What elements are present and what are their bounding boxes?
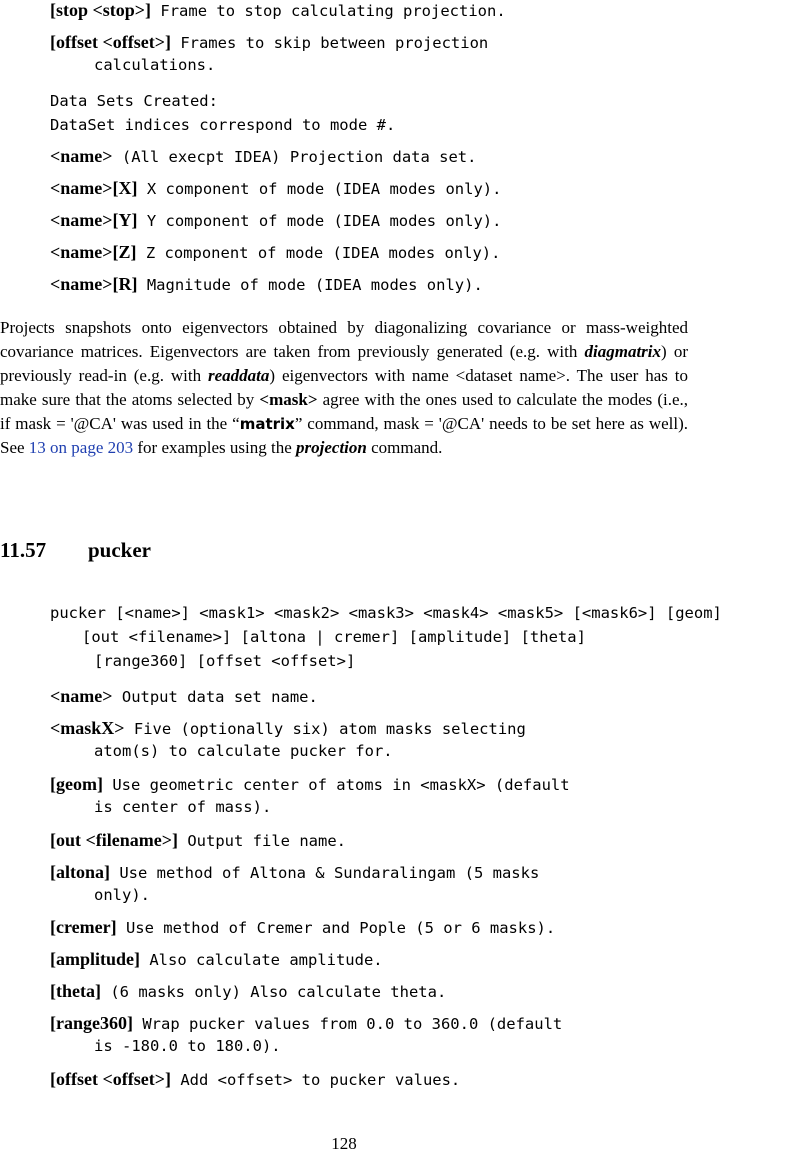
option-desc: (6 masks only) Also calculate theta.	[110, 983, 447, 1001]
dataset-term: <name>[X]	[50, 178, 138, 198]
option-desc: Add <offset> to pucker values.	[180, 1071, 461, 1089]
page-number: 128	[331, 1134, 357, 1153]
option-desc-cont: only).	[94, 886, 150, 904]
option-geom	[50, 774, 570, 795]
option-term: [amplitude]	[50, 949, 140, 969]
option-desc-cont: is -180.0 to 180.0).	[94, 1037, 281, 1055]
mask-term: <mask>	[259, 390, 318, 409]
option-term: [offset <offset>]	[50, 32, 171, 52]
option-term: [theta]	[50, 981, 101, 1001]
matrix-term: matrix	[239, 415, 295, 433]
option-term: <name>	[50, 686, 113, 706]
text: ) eigenvectors with name <dataset name>. The user has to make sure that the atoms selected by	[0, 366, 688, 409]
usage-line: [range360] [offset <offset>]	[94, 652, 356, 670]
option-cremer	[50, 917, 555, 938]
command-name[interactable]: diagmatrix	[584, 342, 662, 361]
option-term: [altona]	[50, 862, 110, 882]
dataset-item	[50, 242, 500, 263]
option-term: [stop <stop>]	[50, 0, 152, 20]
section-number: 11.57	[0, 538, 47, 562]
text: Projects snapshots onto eigenvectors obtained by diagonalizing covariance or mass-weighted covariance matrices. Eigenvectors are taken from previously generated (e.g. with	[0, 318, 688, 361]
option-desc: Frame to stop calculating projection.	[160, 2, 506, 20]
text: agree with the ones used to calculate the modes (i.e., if mask = '@CA' was used in the “	[0, 390, 688, 433]
option-desc: Use method of Altona & Sundaralingam (5 masks	[119, 864, 540, 882]
option-theta	[50, 981, 446, 1002]
option-term: [geom]	[50, 774, 103, 794]
datasets-header: Data Sets Created:	[50, 92, 218, 110]
text: ) or previously read-in (e.g. with	[0, 342, 688, 385]
option-desc-cont: is center of mass).	[94, 798, 272, 816]
option-offset	[50, 32, 488, 53]
text: ” command, mask = '@CA' needs to be set here as well). See	[0, 414, 689, 457]
option-desc: Frames to skip between projection	[180, 34, 489, 52]
option-desc: Output data set name.	[121, 688, 318, 706]
option-amplitude	[50, 949, 383, 970]
option-altona	[50, 862, 539, 883]
option-term: [cremer]	[50, 917, 117, 937]
projection-description	[0, 316, 688, 460]
option-name	[50, 686, 318, 707]
command-name[interactable]: projection	[296, 438, 367, 457]
option-maskx	[50, 718, 526, 739]
option-desc-cont: calculations.	[94, 56, 216, 74]
option-term: <maskX>	[50, 718, 125, 738]
option-offset	[50, 1069, 460, 1090]
dataset-desc: Magnitude of mode (IDEA modes only).	[146, 276, 483, 294]
dataset-item	[50, 178, 501, 199]
option-stop	[50, 0, 506, 21]
section-heading	[0, 538, 151, 563]
option-desc: Wrap pucker values from 0.0 to 360.0 (default	[142, 1015, 563, 1033]
dataset-term: <name>[R]	[50, 274, 138, 294]
dataset-term: <name>	[50, 146, 113, 166]
option-desc: Also calculate amplitude.	[149, 951, 383, 969]
command-name[interactable]: readdata	[208, 366, 270, 385]
dataset-item	[50, 210, 501, 231]
option-term: [range360]	[50, 1013, 133, 1033]
dataset-item	[50, 146, 476, 167]
option-desc-cont: atom(s) to calculate pucker for.	[94, 742, 393, 760]
option-term: [out <filename>]	[50, 830, 178, 850]
option-range360	[50, 1013, 562, 1034]
option-desc: Five (optionally six) atom masks selecting	[133, 720, 526, 738]
usage-line: [out <filename>] [altona | cremer] [amplitude] [theta]	[82, 628, 586, 646]
option-desc: Use geometric center of atoms in <maskX> (default	[112, 776, 570, 794]
option-desc: Use method of Cremer and Pople (5 or 6 masks).	[125, 919, 556, 937]
dataset-desc: Y component of mode (IDEA modes only).	[146, 212, 502, 230]
text: command.	[366, 438, 443, 457]
dataset-item	[50, 274, 483, 295]
option-out	[50, 830, 346, 851]
datasets-subheader: DataSet indices correspond to mode #.	[50, 116, 396, 134]
section-title: pucker	[88, 538, 151, 562]
text: for examples using the	[133, 438, 297, 457]
usage-line: pucker [<name>] <mask1> <mask2> <mask3> <mask4> <mask5> [<mask6>] [geom]	[50, 604, 722, 622]
dataset-desc: (All execpt IDEA) Projection data set.	[121, 148, 477, 166]
dataset-desc: X component of mode (IDEA modes only).	[146, 180, 502, 198]
dataset-term: <name>[Y]	[50, 210, 138, 230]
option-term: [offset <offset>]	[50, 1069, 171, 1089]
dataset-desc: Z component of mode (IDEA modes only).	[145, 244, 501, 262]
dataset-term: <name>[Z]	[50, 242, 137, 262]
option-desc: Output file name.	[187, 832, 346, 850]
section-reference-link[interactable]: 13 on page 203	[28, 438, 134, 457]
